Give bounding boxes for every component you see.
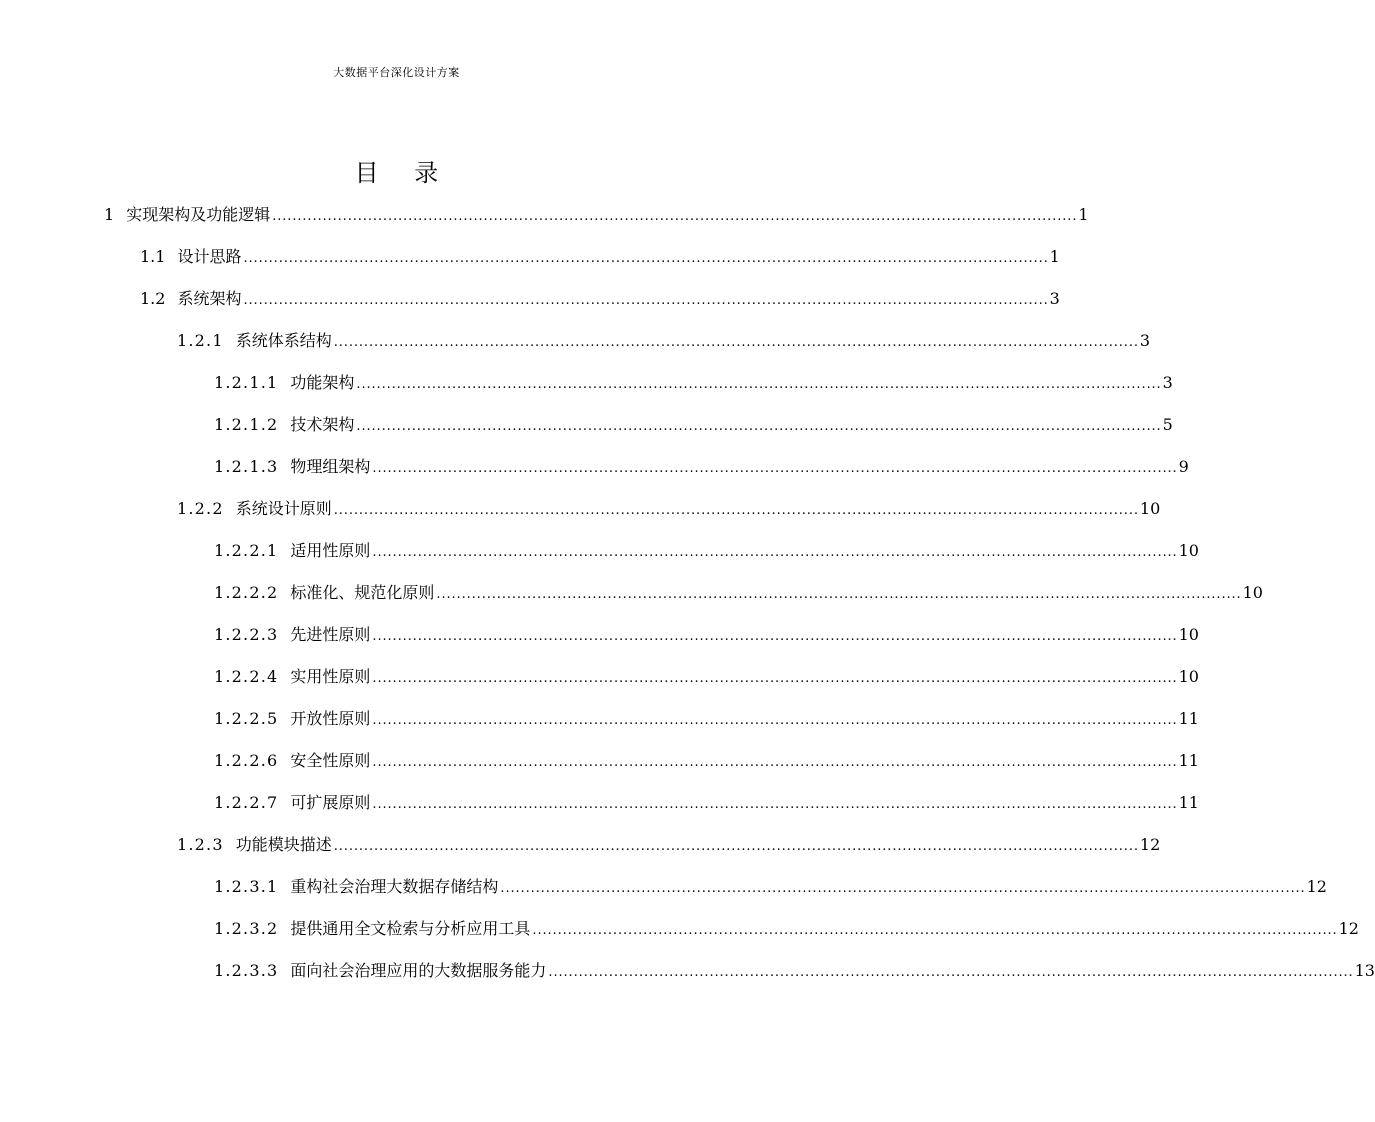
toc-entry-page: 12: [1338, 919, 1359, 938]
toc-entry[interactable]: [104, 200, 1089, 230]
toc-leader-dots: ................................................................................................................................................................: [243, 293, 1049, 308]
toc-entry-label: 设计思路: [177, 247, 242, 266]
toc-entry-number: 1.2.2.6: [214, 751, 279, 770]
toc-leader-dots: ................................................................................................................................................................: [436, 587, 1242, 602]
toc-entry[interactable]: [214, 368, 1173, 398]
toc-entry-page: 10: [1139, 499, 1161, 518]
toc-leader-dots: ................................................................................................................................................................: [532, 923, 1338, 938]
toc-entry-label: 可扩展原则: [290, 793, 371, 812]
toc-entry-label: 重构社会治理大数据存储结构: [290, 877, 499, 896]
toc-entry-label: 适用性原则: [290, 541, 371, 560]
toc-entry[interactable]: [214, 788, 1199, 818]
toc-entry-number: 1: [104, 205, 115, 224]
toc-entry-number: 1.2.2: [177, 499, 224, 518]
toc-entry-label: 系统体系结构: [235, 331, 332, 350]
toc-leader-dots: ................................................................................................................................................................: [372, 629, 1178, 644]
toc-entry-label: 先进性原则: [290, 625, 371, 644]
toc-leader-dots: ................................................................................................................................................................: [372, 671, 1178, 686]
toc-entry[interactable]: [214, 956, 1375, 986]
toc-entry-number: 1.2.3.2: [214, 919, 279, 938]
toc-leader-dots: ................................................................................................................................................................: [243, 251, 1049, 266]
toc-entry-number: 1.2.2.1: [214, 541, 279, 560]
toc-entry[interactable]: [177, 830, 1161, 860]
toc-entry-label: 实现架构及功能逻辑: [126, 205, 271, 224]
toc-entry[interactable]: [214, 452, 1189, 482]
toc-entry[interactable]: [140, 242, 1060, 272]
toc-entry[interactable]: [214, 704, 1199, 734]
toc-entry[interactable]: [214, 410, 1173, 440]
toc-entry-number: 1.2.3.1: [214, 877, 279, 896]
toc-entry-page: 3: [1139, 331, 1151, 350]
toc-entry[interactable]: [214, 746, 1199, 776]
toc-entry-number: 1.2.1.3: [214, 457, 279, 476]
toc-entry-label: 技术架构: [290, 415, 355, 434]
toc-entry-number: 1.1: [140, 247, 166, 266]
toc-leader-dots: ................................................................................................................................................................: [272, 209, 1078, 224]
toc-leader-dots: ................................................................................................................................................................: [333, 335, 1139, 350]
toc-entry-label: 实用性原则: [290, 667, 371, 686]
toc-entry[interactable]: [214, 662, 1199, 692]
toc-entry-page: 1: [1078, 205, 1089, 224]
toc-entry-number: 1.2.1.1: [214, 373, 279, 392]
toc-entry-number: 1.2.2.7: [214, 793, 279, 812]
toc-entry[interactable]: [214, 536, 1199, 566]
toc-leader-dots: ................................................................................................................................................................: [372, 755, 1178, 770]
toc-leader-dots: ................................................................................................................................................................: [500, 881, 1306, 896]
toc-entry-page: 3: [1162, 373, 1173, 392]
toc-leader-dots: ................................................................................................................................................................: [548, 965, 1354, 980]
toc-entry-page: 1: [1049, 247, 1060, 266]
toc-entry-page: 12: [1139, 835, 1161, 854]
toc-entry[interactable]: [214, 914, 1359, 944]
toc-leader-dots: ................................................................................................................................................................: [356, 377, 1162, 392]
toc-entry-label: 面向社会治理应用的大数据服务能力: [290, 961, 547, 980]
toc-entry[interactable]: [214, 578, 1263, 608]
toc-entry-label: 开放性原则: [290, 709, 371, 728]
toc-entry-page: 12: [1306, 877, 1327, 896]
toc-leader-dots: ................................................................................................................................................................: [372, 797, 1178, 812]
toc-entry-number: 1.2.3.3: [214, 961, 279, 980]
toc-entry-label: 物理组架构: [290, 457, 371, 476]
toc-entry-number: 1.2.2.4: [214, 667, 279, 686]
toc-entry-number: 1.2.2.5: [214, 709, 279, 728]
toc-entry-number: 1.2.2.3: [214, 625, 279, 644]
toc-title: 目 录: [354, 159, 453, 187]
toc-entry-label: 系统架构: [177, 289, 242, 308]
toc-entry-page: 3: [1049, 289, 1060, 308]
toc-entry-label: 安全性原则: [290, 751, 371, 770]
toc-leader-dots: ................................................................................................................................................................: [356, 419, 1162, 434]
toc-entry-page: 10: [1178, 541, 1199, 560]
toc-entry[interactable]: [177, 326, 1151, 356]
toc-entry[interactable]: [177, 494, 1161, 524]
toc-leader-dots: ................................................................................................................................................................: [372, 713, 1178, 728]
toc-entry-number: 1.2.3: [177, 835, 224, 854]
toc-entry-number: 1.2.1.2: [214, 415, 279, 434]
toc-entry-page: 11: [1178, 709, 1199, 728]
toc-entry-page: 11: [1178, 751, 1199, 770]
toc-entry-page: 5: [1162, 415, 1173, 434]
toc-entry-label: 标准化、规范化原则: [290, 583, 435, 602]
toc-entry[interactable]: [140, 284, 1060, 314]
toc-entry-label: 提供通用全文检索与分析应用工具: [290, 919, 531, 938]
running-header: 大数据平台深化设计方案: [333, 66, 460, 79]
toc-entry-page: 10: [1178, 667, 1199, 686]
toc-entry-label: 功能架构: [290, 373, 355, 392]
toc-entry-page: 10: [1178, 625, 1199, 644]
toc-entry-label: 系统设计原则: [235, 499, 332, 518]
toc-entry-number: 1.2.1: [177, 331, 224, 350]
toc-entry-label: 功能模块描述: [235, 835, 332, 854]
toc-leader-dots: ................................................................................................................................................................: [333, 503, 1139, 518]
toc-entry[interactable]: [214, 872, 1327, 902]
toc-leader-dots: ................................................................................................................................................................: [333, 839, 1139, 854]
toc-entry-page: 9: [1178, 457, 1189, 476]
toc-leader-dots: ................................................................................................................................................................: [372, 461, 1178, 476]
toc-entry-number: 1.2.2.2: [214, 583, 279, 602]
toc-entry-page: 10: [1242, 583, 1263, 602]
toc-leader-dots: ................................................................................................................................................................: [372, 545, 1178, 560]
toc-entry-number: 1.2: [140, 289, 166, 308]
toc-entry[interactable]: [214, 620, 1199, 650]
toc-entry-page: 11: [1178, 793, 1199, 812]
toc-entry-page: 13: [1354, 961, 1375, 980]
